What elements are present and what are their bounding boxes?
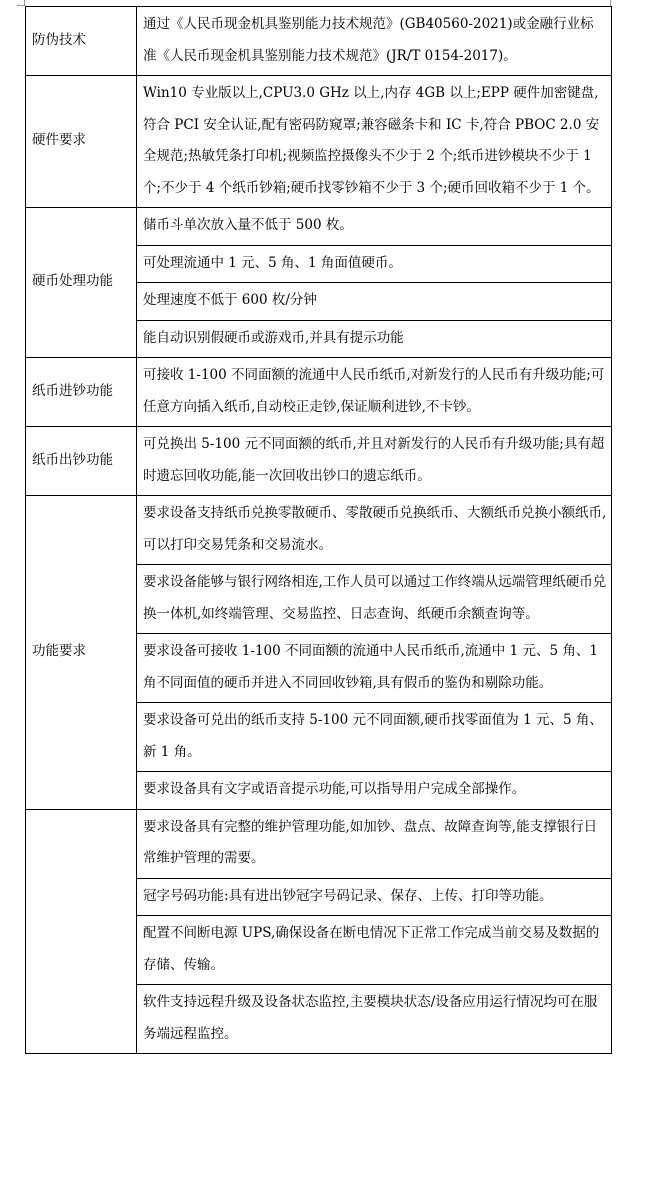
- table-row: [26, 76, 612, 208]
- table-row: [26, 7, 612, 76]
- requirement-cell: 软件支持远程升级及设备状态监控,主要模块状态/设备应用运行情况均可在服务端远程监控。: [137, 985, 612, 1054]
- requirement-cell: 可兑换出 5-100 元不同面额的纸币,并且对新发行的人民币有升级功能;具有超时遗忘回收功能,能一次回收出钞口的遗忘纸币。: [137, 427, 612, 496]
- requirement-cell: 要求设备支持纸币兑换零散硬币、零散硬币兑换纸币、大额纸币兑换小额纸币,可以打印交易凭条和交易流水。: [137, 496, 612, 565]
- table-row: [26, 208, 612, 246]
- corner-mark-left: [17, 5, 25, 6]
- category-cell: 硬币处理功能: [26, 208, 137, 358]
- category-cell: 纸币进钞功能: [26, 358, 137, 427]
- category-cell: 功能要求: [26, 496, 137, 810]
- category-cell: 防伪技术: [26, 7, 137, 76]
- requirement-cell: 处理速度不低于 600 枚/分钟: [137, 283, 612, 321]
- requirement-cell: 要求设备能够与银行网络相连,工作人员可以通过工作终端从远端管理纸硬币兑换一体机,如终端管理、交易监控、日志查询、纸硬币余额查询等。: [137, 565, 612, 634]
- requirement-cell: Win10 专业版以上,CPU3.0 GHz 以上,内存 4GB 以上;EPP 硬件加密键盘,符合 PCI 安全认证,配有密码防窥罩;兼容磁条卡和 IC 卡,符合 PBOC 2.0 安全规范;热敏凭条打印机;视频监控摄像头不少于 2 个;纸币进钞模块不少于 1 个;不少于 4 个纸币钞箱;硬币找零钞箱不少于 3 个;硬币回收箱不少于 1 个。: [137, 76, 612, 208]
- requirement-cell: 储币斗单次放入量不低于 500 枚。: [137, 208, 612, 246]
- requirement-cell: 能自动识别假硬币或游戏币,并具有提示功能: [137, 320, 612, 358]
- requirement-cell: 要求设备具有文字或语音提示功能,可以指导用户完成全部操作。: [137, 772, 612, 810]
- requirement-cell: 冠字号码功能:具有进出钞冠字号码记录、保存、上传、打印等功能。: [137, 878, 612, 916]
- category-cell: [26, 809, 137, 1054]
- category-cell: 硬件要求: [26, 76, 137, 208]
- category-cell: 纸币出钞功能: [26, 427, 137, 496]
- requirement-cell: 要求设备可兑出的纸币支持 5-100 元不同面额,硬币找零面值为 1 元、5 角、新 1 角。: [137, 703, 612, 772]
- requirement-cell: 配置不间断电源 UPS,确保设备在断电情况下正常工作完成当前交易及数据的存储、传输。: [137, 916, 612, 985]
- table-row: [26, 809, 612, 878]
- requirement-cell: 可接收 1-100 不同面额的流通中人民币纸币,对新发行的人民币有升级功能;可任意方向插入纸币,自动校正走钞,保证顺利进钞,不卡钞。: [137, 358, 612, 427]
- requirement-cell: 要求设备具有完整的维护管理功能,如加钞、盘点、故障查询等,能支撑银行日常维护管理的需要。: [137, 809, 612, 878]
- table-row: [26, 358, 612, 427]
- requirement-cell: 通过《人民币现金机具鉴别能力技术规范》(GB40560-2021)或金融行业标准《人民币现金机具鉴别能力技术规范》(JR/T 0154-2017)。: [137, 7, 612, 76]
- table-row: [26, 496, 612, 565]
- table-row: [26, 427, 612, 496]
- requirement-cell: 可处理流通中 1 元、5 角、1 角面值硬币。: [137, 245, 612, 283]
- requirement-cell: 要求设备可接收 1-100 不同面额的流通中人民币纸币,流通中 1 元、5 角、1 角不同面值的硬币并进入不同回收钞箱,具有假币的鉴伪和剔除功能。: [137, 634, 612, 703]
- spec-table: [25, 6, 612, 1054]
